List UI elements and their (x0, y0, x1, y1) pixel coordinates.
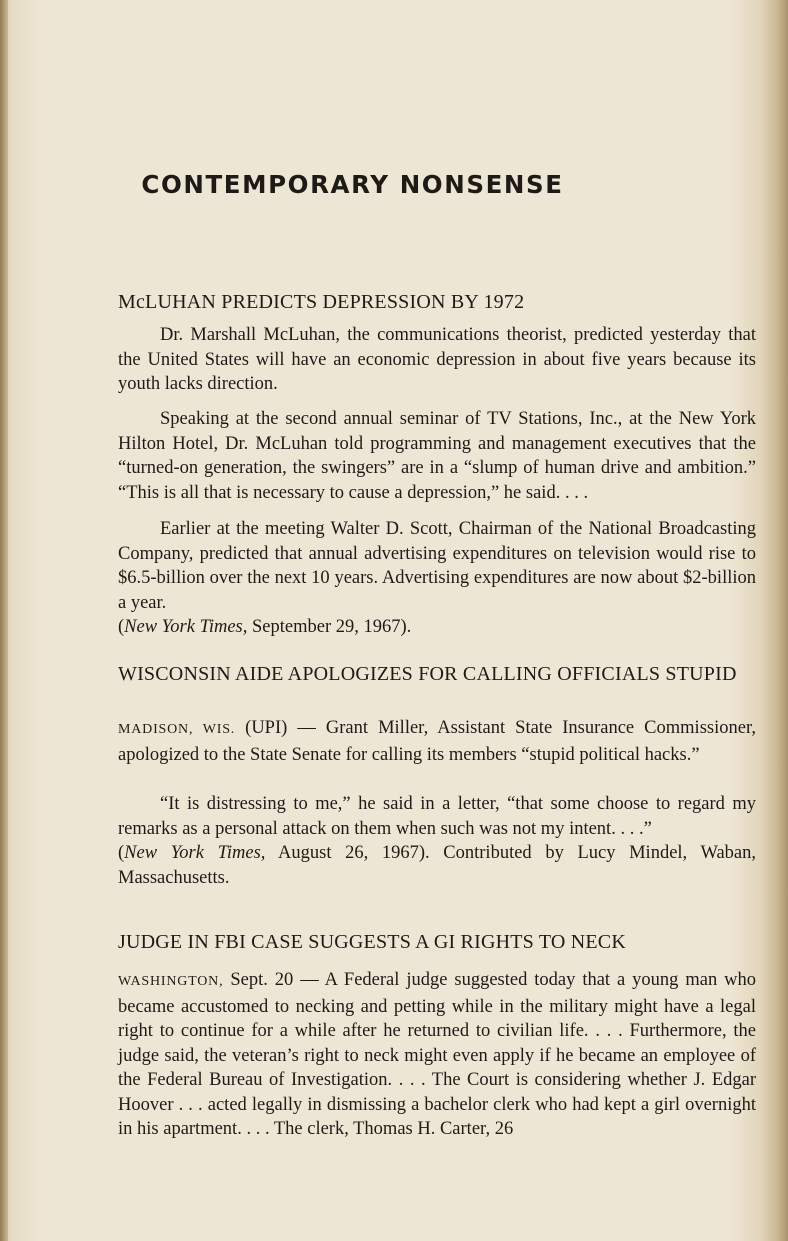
article-citation (118, 615, 756, 640)
article-body (118, 407, 756, 505)
article-paragraph: Speaking at the second annual seminar of TV Stations, Inc., at the New York Hilton Hotel, Dr. McLuhan told programming and management executives that the “turned-on generation, the swingers” are in a “slump of human drive and ambition.” “This is all that is necessary to cause a depression,” he said. . . . (118, 409, 756, 503)
article-fbi (118, 930, 756, 954)
article-wisconsin (118, 662, 756, 686)
article-headline: WISCONSIN AIDE APOLOGIZES FOR CALLING OFFICIALS STUPID (118, 663, 737, 685)
citation-date: August 26, 1967). Contributed by Lucy Mindel, Waban, Massachusetts. (118, 843, 756, 888)
article-lead-text: Sept. 20 — A Federal judge suggested today that a young man who became accustomed to necking and petting while in the military might have a legal right to continue for a while after he returned to civilian life. . . . Furthermore, the judge said, the veteran’s right to neck might even apply if he became an employee of the Federal Bureau of Investigation. . . . The Court is considering whether J. Edgar Hoover . . . acted legally in dismissing a bachelor clerk who had kept a girl overnight in his apartment. . . . The clerk, Thomas H. Carter, 26 (118, 970, 756, 1139)
citation-source: New York Times, (124, 617, 248, 637)
article-paragraph: “It is distressing to me,” he said in a letter, “that some choose to regard my remarks as a personal attack on them when such was not my intent. . . .” (118, 794, 756, 839)
citation-paren: ( (118, 617, 125, 637)
article-body (118, 323, 756, 397)
page-title: CONTEMPORARY NONSENSE (141, 170, 564, 199)
citation-date: September 29, 1967). (247, 617, 412, 637)
article-headline: JUDGE IN FBI CASE SUGGESTS A GI RIGHTS TO NECK (118, 931, 626, 953)
article-body (118, 968, 756, 1142)
article-body (118, 716, 756, 767)
article-paragraph (118, 716, 756, 767)
article-body (118, 792, 756, 890)
page-gutter (0, 0, 8, 1241)
article-mcluhan (118, 290, 756, 314)
article-citation (118, 841, 756, 890)
article-paragraph (118, 968, 756, 1142)
dateline: MADISON, WIS. (118, 722, 236, 737)
article-lead-text: (UPI) — Grant Miller, Assistant State Insurance Commissioner, apologized to the State Senate for calling its members “stupid political hacks.” (118, 718, 756, 765)
dateline: WASHINGTON, (118, 974, 224, 989)
citation-paren: ( (118, 843, 125, 863)
citation-source: New York Times, (124, 843, 266, 863)
article-paragraph: Dr. Marshall McLuhan, the communications theorist, predicted yesterday that the United States will have an economic depression in about five years because its youth lacks direction. (118, 325, 756, 394)
article-body (118, 517, 756, 640)
article-paragraph: Earlier at the meeting Walter D. Scott, Chairman of the National Broadcasting Company, predicted that annual advertising expenditures on television would rise to $6.5-billion over the next 10 years. Advertising expenditures are now about $2-billion a year. (118, 519, 756, 613)
article-headline: McLUHAN PREDICTS DEPRESSION BY 1972 (118, 291, 525, 313)
